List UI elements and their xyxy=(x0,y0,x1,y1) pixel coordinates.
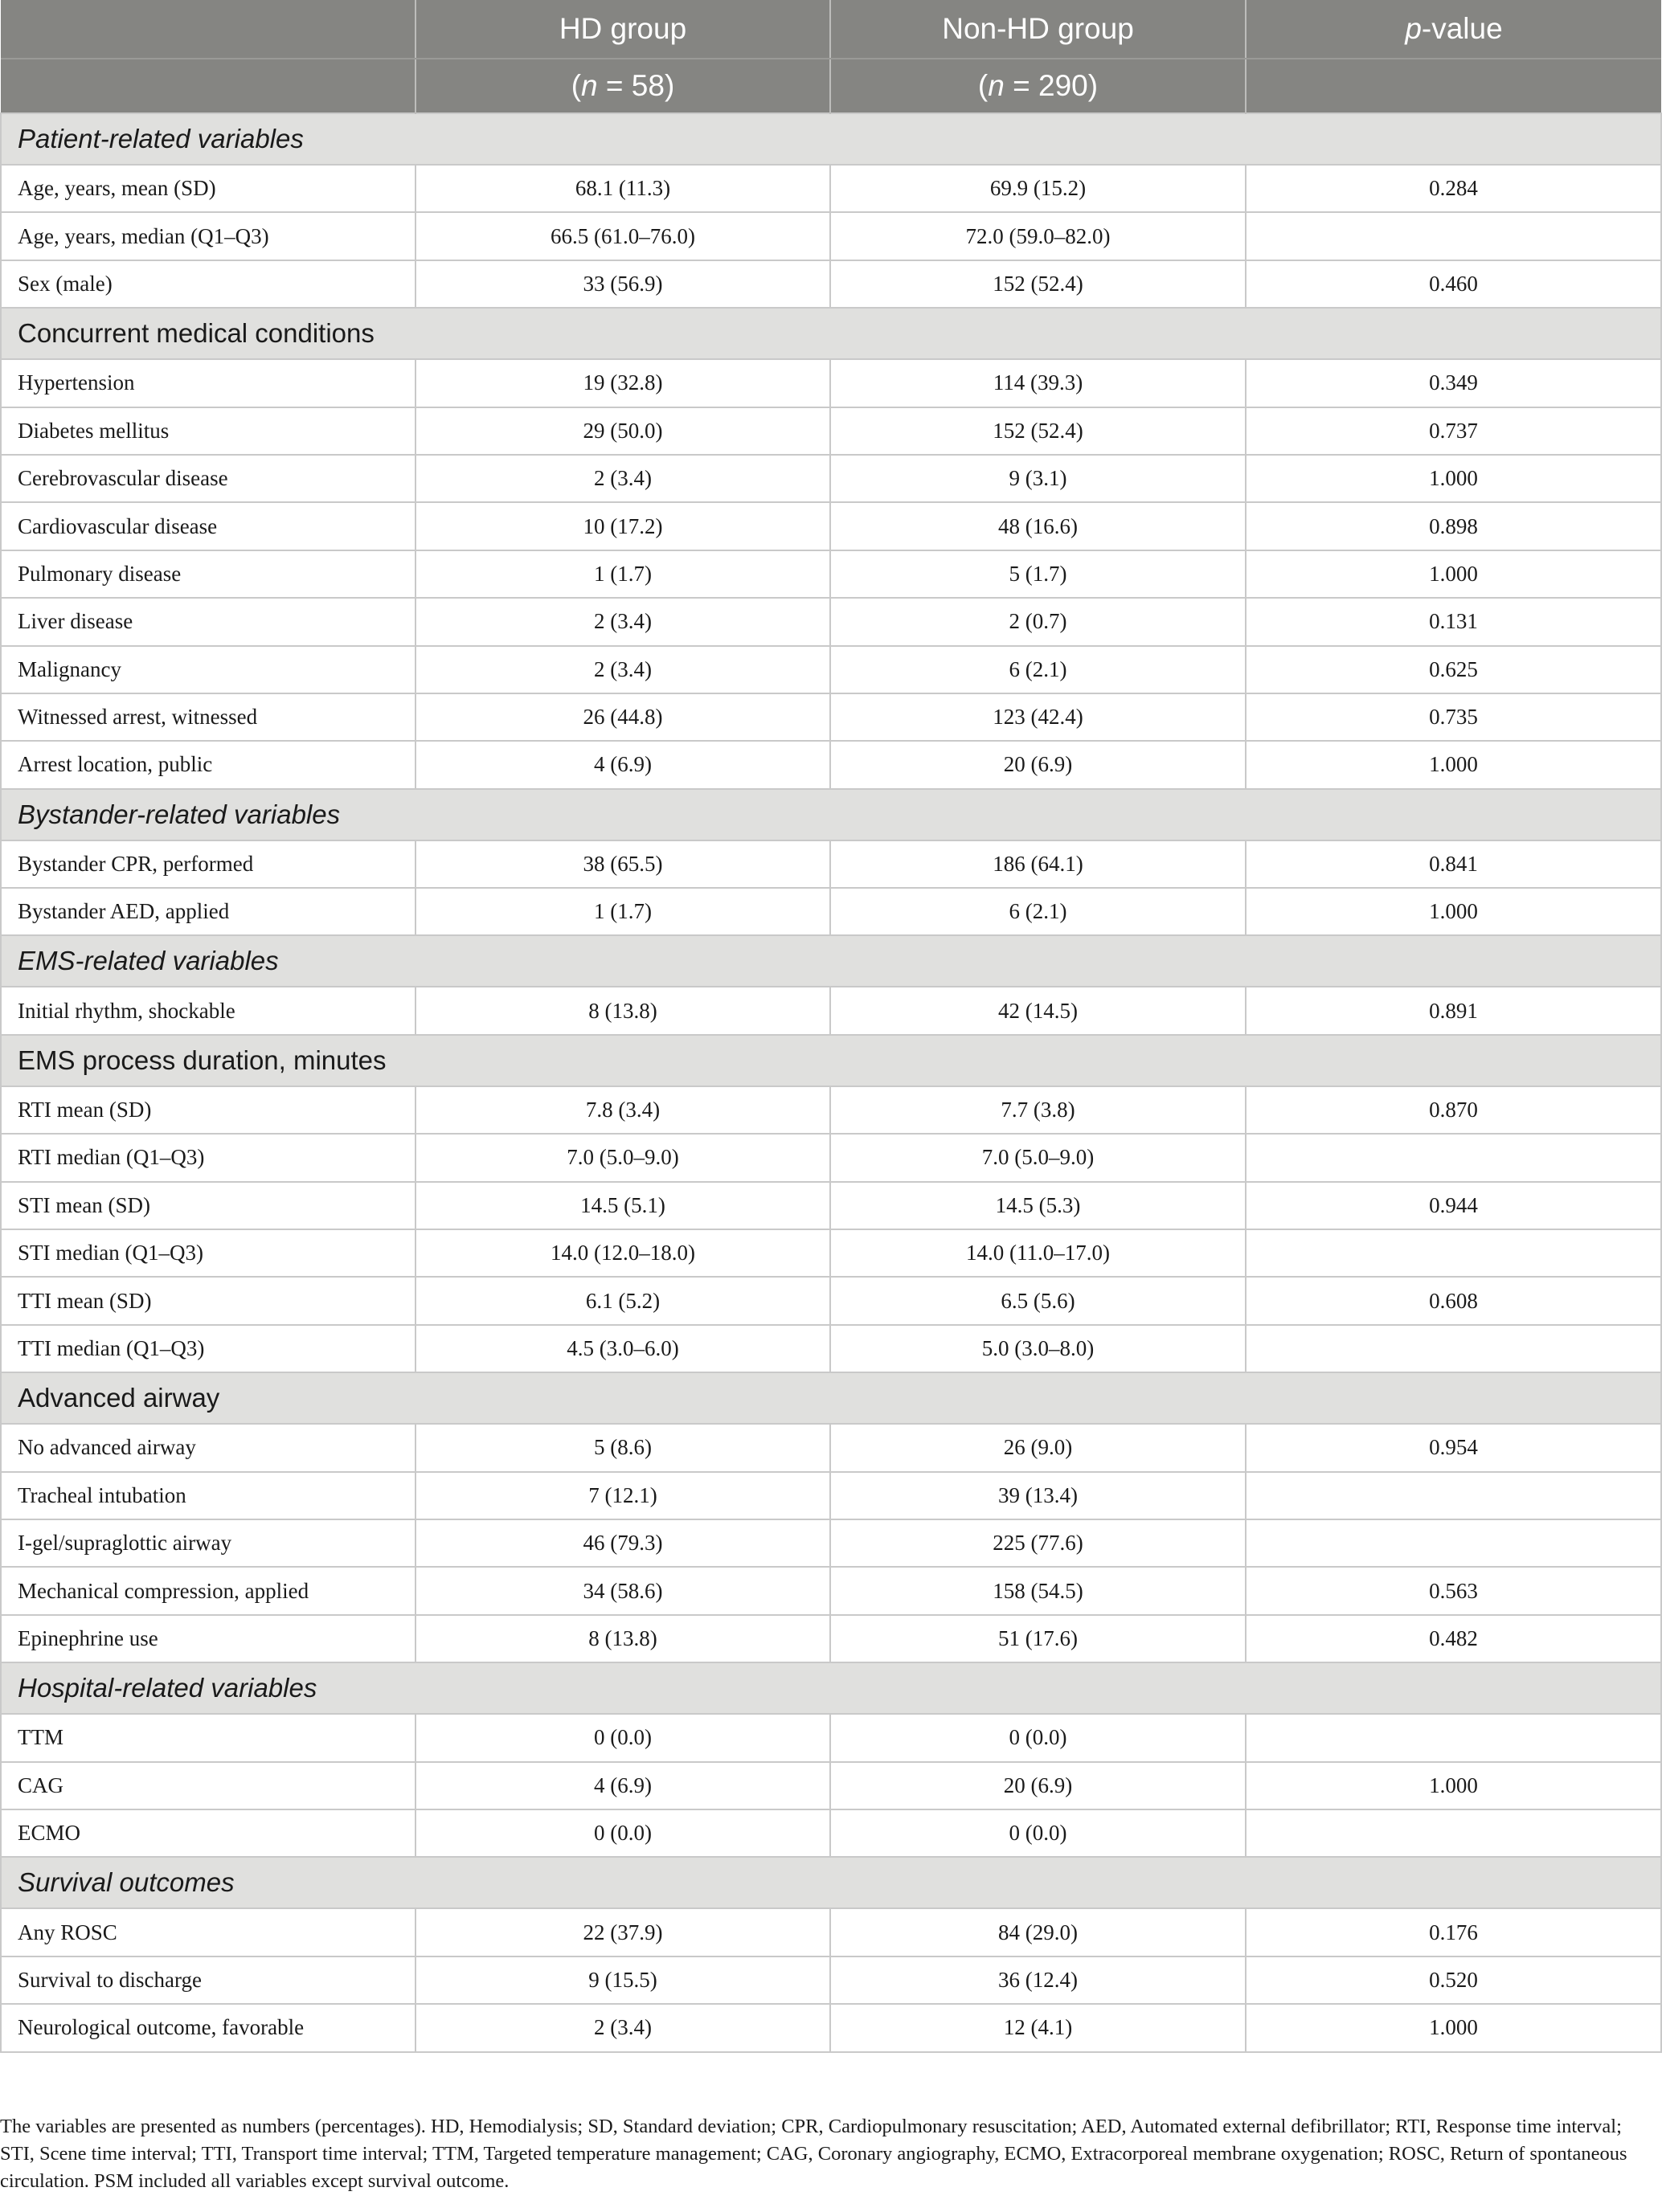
table-row xyxy=(1,1424,1661,1471)
hd-value: 4 (6.9) xyxy=(416,741,830,788)
table-row xyxy=(1,1908,1661,1956)
section-title: EMS-related variables xyxy=(1,935,1661,987)
table-row xyxy=(1,1714,1661,1761)
table-row xyxy=(1,1086,1661,1134)
row-label: Hypertension xyxy=(1,359,416,407)
p-value xyxy=(1246,1229,1661,1277)
header-row-1 xyxy=(1,0,1661,59)
non-hd-value: 42 (14.5) xyxy=(830,987,1246,1034)
non-hd-value: 152 (52.4) xyxy=(830,260,1246,308)
p-value xyxy=(1246,1325,1661,1372)
table-row xyxy=(1,646,1661,693)
p-value xyxy=(1246,1472,1661,1519)
p-value: 0.891 xyxy=(1246,987,1661,1034)
non-hd-value: 7.0 (5.0–9.0) xyxy=(830,1134,1246,1181)
header-hd-n-value: = 58) xyxy=(597,69,675,102)
hd-value: 7 (12.1) xyxy=(416,1472,830,1519)
non-hd-value: 9 (3.1) xyxy=(830,455,1246,502)
hd-value: 1 (1.7) xyxy=(416,888,830,935)
hd-value: 5 (8.6) xyxy=(416,1424,830,1471)
p-value: 1.000 xyxy=(1246,1762,1661,1809)
row-label: Age, years, mean (SD) xyxy=(1,165,416,212)
p-value: 0.898 xyxy=(1246,502,1661,550)
non-hd-value: 6 (2.1) xyxy=(830,888,1246,935)
table-body xyxy=(1,113,1661,2052)
row-label: Pulmonary disease xyxy=(1,550,416,598)
section-header-row xyxy=(1,789,1661,840)
hd-value: 26 (44.8) xyxy=(416,693,830,741)
hd-value: 4.5 (3.0–6.0) xyxy=(416,1325,830,1372)
row-label: Survival to discharge xyxy=(1,1956,416,2004)
p-value: 0.563 xyxy=(1246,1567,1661,1614)
section-header-row xyxy=(1,113,1661,165)
non-hd-value: 7.7 (3.8) xyxy=(830,1086,1246,1134)
section-header-row xyxy=(1,1662,1661,1714)
non-hd-value: 20 (6.9) xyxy=(830,741,1246,788)
table-row xyxy=(1,1519,1661,1567)
non-hd-value: 20 (6.9) xyxy=(830,1762,1246,1809)
hd-value: 0 (0.0) xyxy=(416,1714,830,1761)
row-label: Diabetes mellitus xyxy=(1,407,416,455)
table-row xyxy=(1,502,1661,550)
p-value: 0.735 xyxy=(1246,693,1661,741)
p-value: 0.625 xyxy=(1246,646,1661,693)
row-label: CAG xyxy=(1,1762,416,1809)
non-hd-value: 6 (2.1) xyxy=(830,646,1246,693)
table-row xyxy=(1,455,1661,502)
hd-value: 38 (65.5) xyxy=(416,840,830,888)
table-row xyxy=(1,1615,1661,1662)
non-hd-value: 14.0 (11.0–17.0) xyxy=(830,1229,1246,1277)
hd-value: 22 (37.9) xyxy=(416,1908,830,1956)
row-label: TTI median (Q1–Q3) xyxy=(1,1325,416,1372)
non-hd-value: 69.9 (15.2) xyxy=(830,165,1246,212)
p-value: 0.608 xyxy=(1246,1277,1661,1324)
header-row-2 xyxy=(1,59,1661,113)
non-hd-value: 5 (1.7) xyxy=(830,550,1246,598)
row-label: TTM xyxy=(1,1714,416,1761)
header-non-hd-n-value: = 290) xyxy=(1004,69,1099,102)
header-p-suffix: -value xyxy=(1421,12,1503,45)
table-row xyxy=(1,1567,1661,1614)
row-label: RTI median (Q1–Q3) xyxy=(1,1134,416,1181)
hd-value: 8 (13.8) xyxy=(416,987,830,1034)
table-row xyxy=(1,598,1661,645)
hd-value: 33 (56.9) xyxy=(416,260,830,308)
table-row xyxy=(1,165,1661,212)
p-value xyxy=(1246,1134,1661,1181)
hd-value: 4 (6.9) xyxy=(416,1762,830,1809)
hd-value: 19 (32.8) xyxy=(416,359,830,407)
non-hd-value: 51 (17.6) xyxy=(830,1615,1246,1662)
p-value: 0.482 xyxy=(1246,1615,1661,1662)
section-title: Hospital-related variables xyxy=(1,1662,1661,1714)
row-label: Bystander AED, applied xyxy=(1,888,416,935)
table-row xyxy=(1,407,1661,455)
p-value: 0.841 xyxy=(1246,840,1661,888)
header-hd-group: HD group xyxy=(416,0,830,59)
section-title: Advanced airway xyxy=(1,1372,1661,1424)
row-label: Initial rhythm, shockable xyxy=(1,987,416,1034)
table-row xyxy=(1,1134,1661,1181)
p-value: 1.000 xyxy=(1246,455,1661,502)
section-title: Patient-related variables xyxy=(1,113,1661,165)
p-value: 0.944 xyxy=(1246,1182,1661,1229)
p-value: 0.520 xyxy=(1246,1956,1661,2004)
row-label: Malignancy xyxy=(1,646,416,693)
p-value xyxy=(1246,1519,1661,1567)
table-header xyxy=(1,0,1661,113)
header-variable-2 xyxy=(1,59,416,113)
row-label: Cerebrovascular disease xyxy=(1,455,416,502)
hd-value: 10 (17.2) xyxy=(416,502,830,550)
table-row xyxy=(1,1277,1661,1324)
p-value: 1.000 xyxy=(1246,2004,1661,2051)
hd-value: 0 (0.0) xyxy=(416,1809,830,1857)
row-label: ECMO xyxy=(1,1809,416,1857)
section-title: Survival outcomes xyxy=(1,1857,1661,1908)
table-row xyxy=(1,1229,1661,1277)
table-row xyxy=(1,1809,1661,1857)
hd-value: 14.0 (12.0–18.0) xyxy=(416,1229,830,1277)
table-row xyxy=(1,741,1661,788)
hd-value: 2 (3.4) xyxy=(416,455,830,502)
non-hd-value: 186 (64.1) xyxy=(830,840,1246,888)
section-header-row xyxy=(1,308,1661,359)
p-value: 0.349 xyxy=(1246,359,1661,407)
non-hd-value: 26 (9.0) xyxy=(830,1424,1246,1471)
non-hd-value: 114 (39.3) xyxy=(830,359,1246,407)
table-row xyxy=(1,888,1661,935)
row-label: RTI mean (SD) xyxy=(1,1086,416,1134)
row-label: Any ROSC xyxy=(1,1908,416,1956)
non-hd-value: 84 (29.0) xyxy=(830,1908,1246,1956)
hd-value: 29 (50.0) xyxy=(416,407,830,455)
table-row xyxy=(1,359,1661,407)
p-value: 0.870 xyxy=(1246,1086,1661,1134)
table-row xyxy=(1,1956,1661,2004)
p-value xyxy=(1246,1809,1661,1857)
header-p-letter: p xyxy=(1405,12,1422,45)
header-non-hd-n xyxy=(830,59,1246,113)
table-row xyxy=(1,1762,1661,1809)
row-label: Bystander CPR, performed xyxy=(1,840,416,888)
non-hd-value: 48 (16.6) xyxy=(830,502,1246,550)
hd-value: 34 (58.6) xyxy=(416,1567,830,1614)
table-row xyxy=(1,693,1661,741)
non-hd-value: 5.0 (3.0–8.0) xyxy=(830,1325,1246,1372)
hd-value: 7.0 (5.0–9.0) xyxy=(416,1134,830,1181)
non-hd-value: 2 (0.7) xyxy=(830,598,1246,645)
p-value: 0.131 xyxy=(1246,598,1661,645)
hd-value: 7.8 (3.4) xyxy=(416,1086,830,1134)
p-value: 0.460 xyxy=(1246,260,1661,308)
row-label: STI mean (SD) xyxy=(1,1182,416,1229)
row-label: Cardiovascular disease xyxy=(1,502,416,550)
row-label: Arrest location, public xyxy=(1,741,416,788)
table-footnote: The variables are presented as numbers (percentages). HD, Hemodialysis; SD, Standard deviation; CPR, Cardiopulmonary resuscitation; AED, Automated external defibrillator; RTI, Response time interval; STI, Scene time interval; TTI, Transport time interval; TTM, Targeted temperature management; CAG, Coronary angiography, ECMO, Extracorporeal membrane oxygenation; ROSC, Return of spontaneous circulation. PSM included all variables except survival outcome. xyxy=(0,2116,1627,2192)
non-hd-value: 158 (54.5) xyxy=(830,1567,1246,1614)
section-title: Bystander-related variables xyxy=(1,789,1661,840)
header-hd-n xyxy=(416,59,830,113)
header-non-hd-group: Non-HD group xyxy=(830,0,1246,59)
p-value xyxy=(1246,212,1661,260)
hd-value: 2 (3.4) xyxy=(416,646,830,693)
header-p-value xyxy=(1246,0,1661,59)
p-value: 0.176 xyxy=(1246,1908,1661,1956)
section-header-row xyxy=(1,1035,1661,1086)
hd-value: 2 (3.4) xyxy=(416,2004,830,2051)
table-row xyxy=(1,987,1661,1034)
hd-value: 9 (15.5) xyxy=(416,1956,830,2004)
table-row xyxy=(1,1325,1661,1372)
p-value xyxy=(1246,1714,1661,1761)
non-hd-value: 0 (0.0) xyxy=(830,1714,1246,1761)
non-hd-value: 12 (4.1) xyxy=(830,2004,1246,2051)
hd-value: 8 (13.8) xyxy=(416,1615,830,1662)
non-hd-value: 0 (0.0) xyxy=(830,1809,1246,1857)
section-title: Concurrent medical conditions xyxy=(1,308,1661,359)
table-row xyxy=(1,1472,1661,1519)
row-label: Epinephrine use xyxy=(1,1615,416,1662)
p-value: 1.000 xyxy=(1246,888,1661,935)
table-row xyxy=(1,1182,1661,1229)
row-label: Neurological outcome, favorable xyxy=(1,2004,416,2051)
row-label: Witnessed arrest, witnessed xyxy=(1,693,416,741)
p-value: 1.000 xyxy=(1246,550,1661,598)
non-hd-value: 152 (52.4) xyxy=(830,407,1246,455)
section-title: EMS process duration, minutes xyxy=(1,1035,1661,1086)
non-hd-value: 225 (77.6) xyxy=(830,1519,1246,1567)
section-header-row xyxy=(1,1857,1661,1908)
section-header-row xyxy=(1,1372,1661,1424)
non-hd-value: 72.0 (59.0–82.0) xyxy=(830,212,1246,260)
hd-value: 1 (1.7) xyxy=(416,550,830,598)
header-variable xyxy=(1,0,416,59)
table-row xyxy=(1,212,1661,260)
row-label: Sex (male) xyxy=(1,260,416,308)
header-non-hd-open-paren: ( xyxy=(977,69,989,102)
non-hd-value: 14.5 (5.3) xyxy=(830,1182,1246,1229)
header-p-value-2 xyxy=(1246,59,1661,113)
row-label: I-gel/supraglottic airway xyxy=(1,1519,416,1567)
hd-value: 66.5 (61.0–76.0) xyxy=(416,212,830,260)
hd-value: 6.1 (5.2) xyxy=(416,1277,830,1324)
row-label: TTI mean (SD) xyxy=(1,1277,416,1324)
table-row xyxy=(1,260,1661,308)
header-hd-n-letter: n xyxy=(581,69,598,102)
header-non-hd-n-letter: n xyxy=(988,69,1005,102)
p-value: 0.284 xyxy=(1246,165,1661,212)
row-label: Liver disease xyxy=(1,598,416,645)
row-label: No advanced airway xyxy=(1,1424,416,1471)
table-row xyxy=(1,840,1661,888)
section-header-row xyxy=(1,935,1661,987)
non-hd-value: 6.5 (5.6) xyxy=(830,1277,1246,1324)
p-value: 0.737 xyxy=(1246,407,1661,455)
row-label: Mechanical compression, applied xyxy=(1,1567,416,1614)
non-hd-value: 36 (12.4) xyxy=(830,1956,1246,2004)
row-label: Tracheal intubation xyxy=(1,1472,416,1519)
header-hd-open-paren: ( xyxy=(571,69,582,102)
p-value: 1.000 xyxy=(1246,741,1661,788)
hd-value: 14.5 (5.1) xyxy=(416,1182,830,1229)
hd-value: 68.1 (11.3) xyxy=(416,165,830,212)
hd-value: 46 (79.3) xyxy=(416,1519,830,1567)
row-label: Age, years, median (Q1–Q3) xyxy=(1,212,416,260)
row-label: STI median (Q1–Q3) xyxy=(1,1229,416,1277)
table-row xyxy=(1,2004,1661,2051)
p-value: 0.954 xyxy=(1246,1424,1661,1471)
non-hd-value: 123 (42.4) xyxy=(830,693,1246,741)
non-hd-value: 39 (13.4) xyxy=(830,1472,1246,1519)
table-row xyxy=(1,550,1661,598)
hd-value: 2 (3.4) xyxy=(416,598,830,645)
